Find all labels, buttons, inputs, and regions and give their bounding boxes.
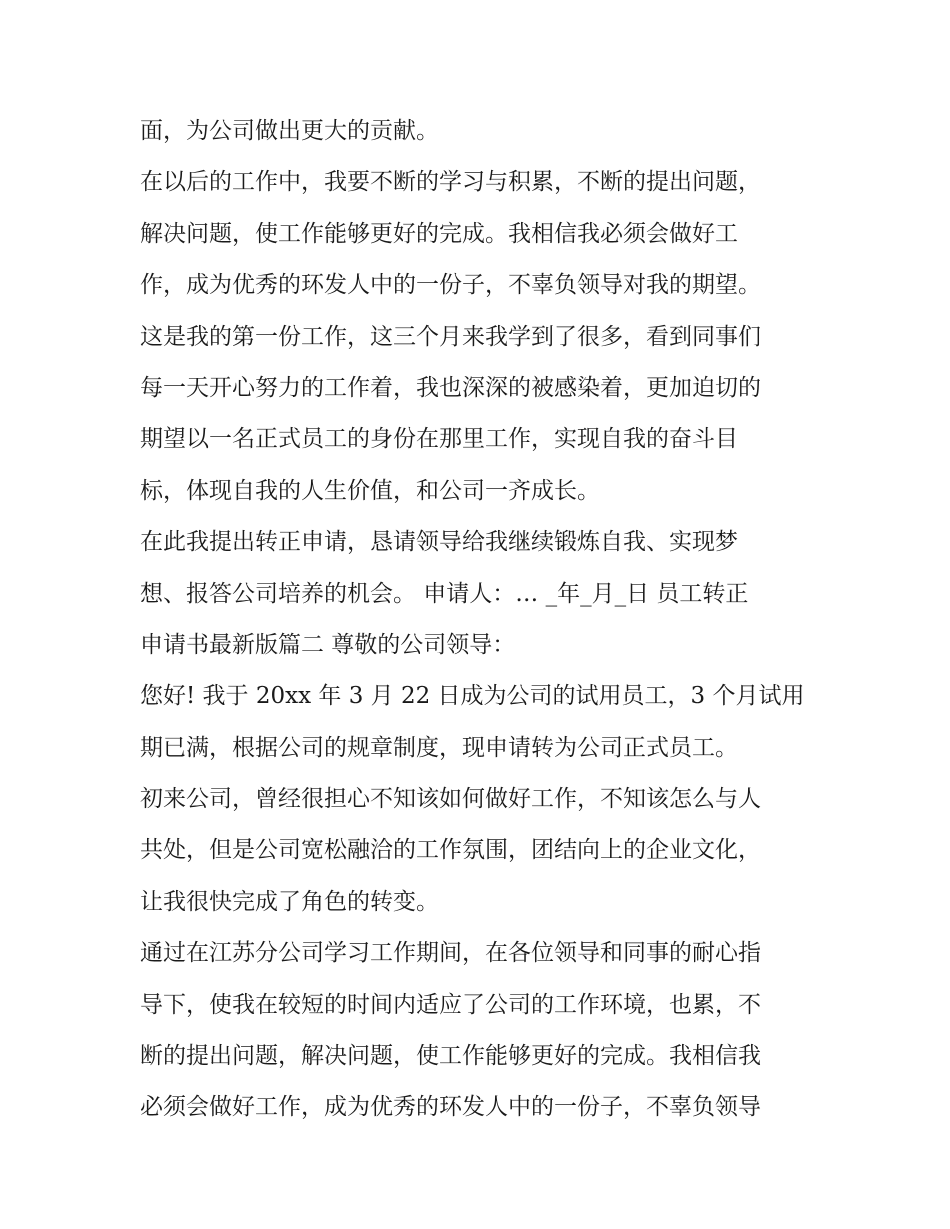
text-line: 期望以一名正式员工的身份在那里工作，实现自我的奋斗目: [140, 426, 738, 453]
text-line: 断的提出问题，解决问题，使工作能够更好的完成。我相信我: [140, 1043, 761, 1070]
text-line: 导下，使我在较短的时间内适应了公司的工作环境，也累，不: [140, 991, 761, 1018]
text-line: 解决问题，使工作能够更好的完成。我相信我必须会做好工: [140, 220, 738, 247]
text-line: 通过在江苏分公司学习工作期间，在各位领导和同事的耐心指: [140, 940, 761, 967]
text-line: 您好! 我于 20xx 年 3 月 22 日成为公司的试用员工，3 个月试用: [140, 683, 805, 710]
text-line: 面，为公司做出更大的贡献。: [140, 118, 439, 144]
text-line: 期已满，根据公司的规章制度，现申请转为公司正式员工。: [140, 734, 738, 761]
text-line: 让我很快完成了角色的转变。: [140, 888, 439, 915]
text-line: 想、报答公司培养的机会。 申请人：… _年_月_日 员工转正: [140, 580, 749, 607]
text-line: 标，体现自我的人生价值，和公司一齐成长。: [140, 477, 600, 504]
text-line: 必须会做好工作，成为优秀的环发人中的一份子，不辜负领导: [140, 1094, 761, 1121]
document-body: [140, 106, 820, 1134]
text-line: 每一天开心努力的工作着，我也深深的被感染着，更加迫切的: [140, 374, 761, 401]
text-line: 这是我的第一份工作，这三个月来我学到了很多，看到同事们: [140, 323, 761, 350]
text-line: 在此我提出转正申请，恳请领导给我继续锻炼自我、实现梦: [140, 529, 738, 556]
text-line: 申请书最新版篇二 尊敬的公司领导：: [140, 631, 516, 658]
text-line: 作，成为优秀的环发人中的一份子，不辜负领导对我的期望。: [140, 272, 761, 299]
text-line: 共处，但是公司宽松融洽的工作氛围，团结向上的企业文化，: [140, 837, 761, 864]
text-line: 初来公司，曾经很担心不知该如何做好工作，不知该怎么与人: [140, 786, 761, 813]
text-line: 在以后的工作中，我要不断的学习与积累，不断的提出问题，: [140, 169, 761, 196]
